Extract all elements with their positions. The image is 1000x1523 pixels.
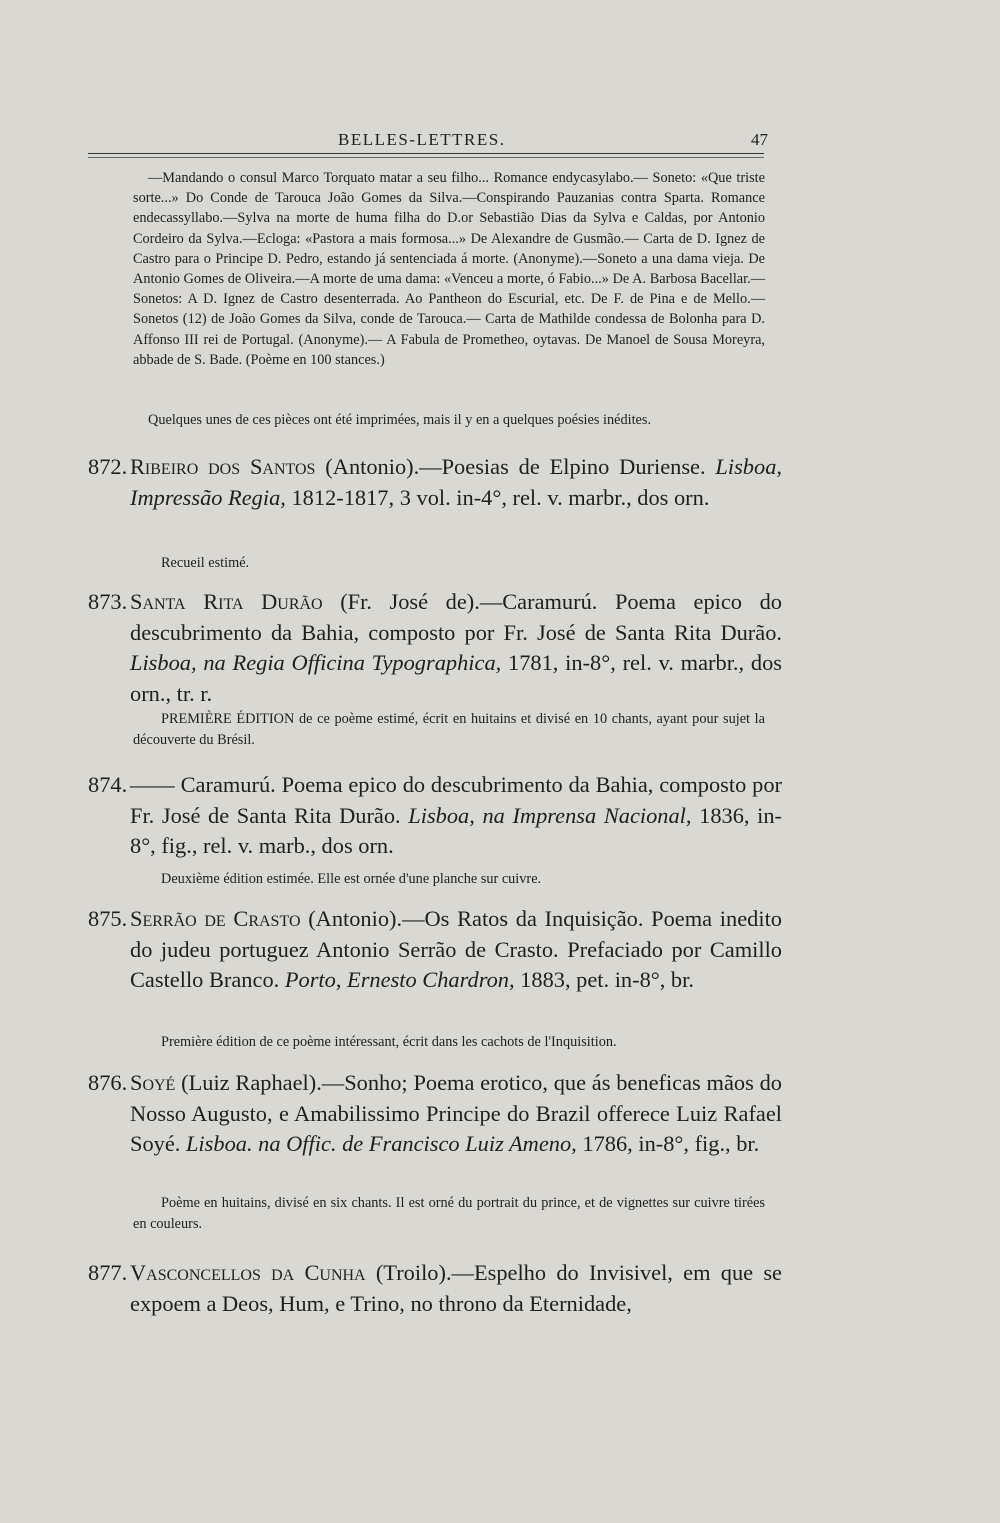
entry-details: 1836, in-8°, fig., rel. v. marb., dos orn. <box>130 802 782 858</box>
entry-author: Vasconcellos da Cunha <box>130 1260 366 1285</box>
entry-number: 873. <box>88 589 128 614</box>
entry-author: Santa Rita Durão <box>130 589 323 614</box>
catalog-entry-877 <box>88 1258 782 1319</box>
entry-author-rest: (Luiz Raphael).— <box>175 1070 345 1095</box>
catalog-entry-875 <box>88 904 782 996</box>
page-number: 47 <box>751 130 768 149</box>
header-rule-thin <box>88 157 764 158</box>
entry-title: Espelho do Invisivel, em que se expoem a Deos, Hum, e Trino, no throno da Eternidade, <box>130 1260 782 1316</box>
section-title: BELLES-LETTRES. <box>338 130 506 149</box>
entry-title: Poesias de Elpino Duriense. <box>441 454 716 479</box>
entry-note-873 <box>133 709 765 751</box>
entry-details: 1812-1817, 3 vol. in-4°, rel. v. marbr., dos orn. <box>285 484 710 510</box>
entry-details: 1786, in-8°, fig., br. <box>576 1131 760 1156</box>
contents-note: Quelques unes de ces pièces ont été imprimées, mais il y en a quelques poésies inédites. <box>148 412 652 428</box>
entry-title: Caramurú. Poema epico do descubrimento da Bahia, composto por Fr. José de Santa Rita Durão. <box>130 772 782 828</box>
catalog-entry-874 <box>88 770 782 862</box>
catalog-entry-873 <box>88 587 782 709</box>
catalog-entry-876 <box>88 1068 782 1160</box>
entry-note-875: Première édition de ce poème intéressant, écrit dans les cachots de l'Inquisition. <box>161 1034 617 1050</box>
entry-note-874: Deuxième édition estimée. Elle est ornée d'une planche sur cuivre. <box>161 871 542 887</box>
entry-author: Ribeiro dos Santos <box>130 454 316 479</box>
entry-number: 872. <box>88 454 128 479</box>
entry-author: Soyé <box>130 1070 176 1095</box>
entry-imprint: Lisboa, na Regia Officina Typographica, <box>130 650 502 675</box>
entry-imprint: Porto, Ernesto Chardron, <box>284 967 515 992</box>
entry-note-872: Recueil estimé. <box>161 555 250 571</box>
entry-number: 876. <box>88 1070 128 1095</box>
entry-number: 874. <box>88 772 128 797</box>
entry-author-rest: (Troilo).— <box>365 1260 474 1285</box>
entry-title: Os Ratos da Inquisição. Poema inedito do judeu portuguez Antonio Serrão de Crasto. Prefaciado por Camillo Castello Branco. <box>130 906 782 992</box>
entry-title: Caramurú. Poema epico do descubrimento da Bahia, composto por Fr. José de Santa Rita Durão. <box>130 589 782 645</box>
entry-author: Serrão de Crasto <box>130 906 301 931</box>
entry-imprint: Lisboa. na Offic. de Francisco Luiz Ameno, <box>185 1131 577 1156</box>
catalog-entry-872 <box>88 452 782 513</box>
entry-imprint: Lisboa, Impressão Regia, <box>130 454 782 510</box>
entry-author: —— <box>130 772 175 797</box>
note-text: de ce poème estimé, écrit en huitains et divisé en 10 chants, ayant pour sujet la découverte du Brésil. <box>133 711 766 748</box>
entry-author-rest: (Fr. José de).— <box>322 589 503 614</box>
note-lead: PREMIÈRE ÉDITION <box>161 711 295 727</box>
entry-title: Sonho; Poema erotico, que ás beneficas mãos do Nosso Augusto, e Amabilissimo Principe do Brazil offerece Luiz Rafael Soyé. <box>130 1070 782 1156</box>
entry-number: 877. <box>88 1260 128 1285</box>
entry-author-rest: (Antonio).— <box>315 454 442 479</box>
entry-details: 1781, in-8°, rel. v. marbr., dos orn., tr. r. <box>130 650 782 706</box>
entry-details: 1883, pet. in-8°, br. <box>514 967 694 992</box>
entry-imprint: Lisboa, na Imprensa Nacional, <box>408 802 692 828</box>
header-rule <box>88 153 764 154</box>
entry-number: 875. <box>88 906 128 931</box>
entry-author-rest: (Antonio).— <box>300 906 425 931</box>
continued-contents: —Mandando o consul Marco Torquato matar a seu filho... Romance endycasylabo.— Soneto: «Que triste sorte...» Do Conde de Tarouca João Gomes da Silva.—Conspirando Pauzanias contra Sparta. Romance endecassyllabo.—Sylva na morte de huma filha do D.or Sebastião Dias da Sylva e Caldas, por Antonio Cordeiro da Sylva.—Ecloga: «Pastora a mais formosa...» De Alexandre de Gusmão.— Carta de D. Ignez de Castro para o Principe D. Pedro, estando já sentenciada á morte. (Anonyme).—Soneto a una dama vieja. De Antonio Gomes de Oliveira.—A morte de uma dama: «Venceu a morte, ó Fabio...» De A. Barbosa Bacellar.—Sonetos: A D. Ignez de Castro desenterrada. Ao Pantheon do Escurial, etc. De F. de Pina e de Mello.—Sonetos (12) de João Gomes da Silva, conde de Tarouca.— Carta de Mathilde condessa de Bolonha para D. Affonso III rei de Portugal. (Anonyme).— A Fabula de Prometheo, oytavas. De Manoel de Sousa Moreyra, abbade de S. Bade. (Poème en 100 stances.) <box>133 170 765 368</box>
entry-note-876: Poème en huitains, divisé en six chants. Il est orné du portrait du prince, et de vignettes sur cuivre tirées en couleurs. <box>133 1195 765 1232</box>
